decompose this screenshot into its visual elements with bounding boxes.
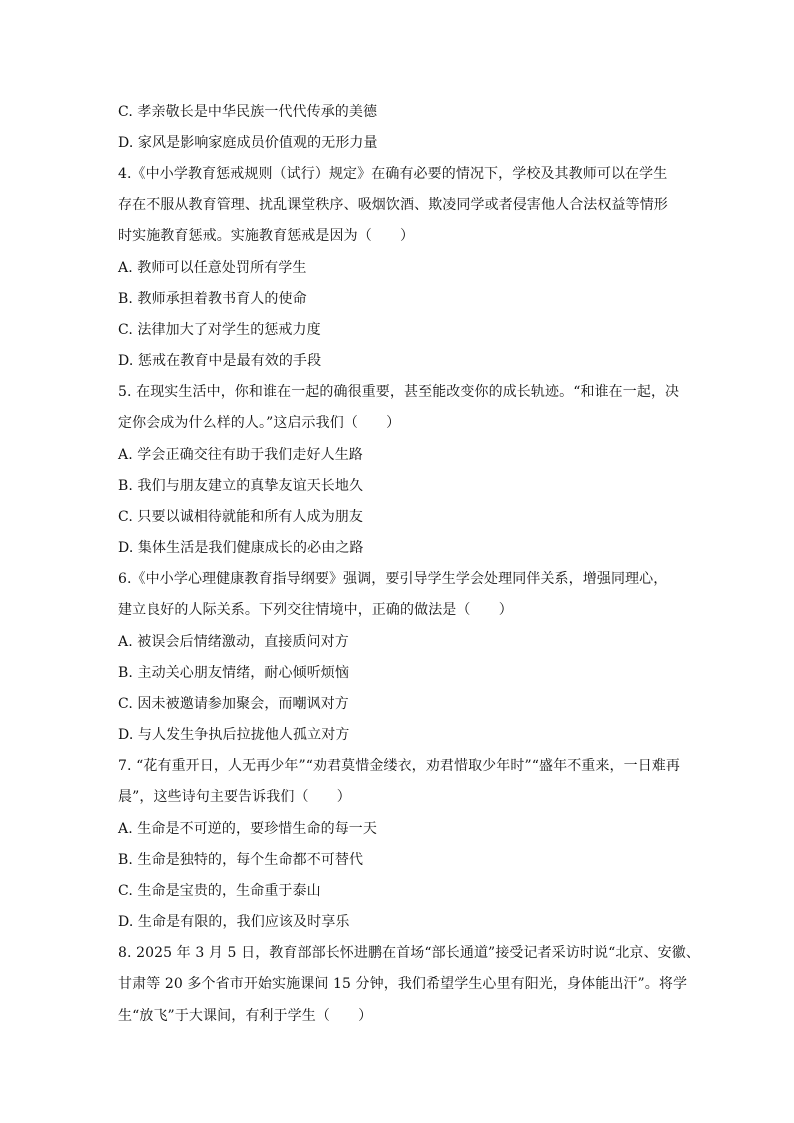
option-6d: D. 与人发生争执后拉拢他人孤立对方 [118,727,350,743]
question-6-line-2: 建立良好的人际关系。下列交往情境中，正确的做法是（ ） [118,602,513,618]
option-5a: A. 学会正确交往有助于我们走好人生路 [118,447,363,463]
question-7-line-1: 7. “花有重开日，人无再少年”“劝君莫惜金缕衣，劝君惜取少年时”“盛年不重来，一日难再 [118,758,680,774]
option-4c: C. 法律加大了对学生的惩戒力度 [118,322,321,338]
question-5-line-2: 定你会成为什么样的人。”这启示我们（ ） [118,415,401,431]
option-3c: C. 孝亲敬长是中华民族一代代传承的美德 [118,104,378,120]
question-8-line-2: 甘肃等 20 多个省市开始实施课间 15 分钟，我们希望学生心里有阳光，身体能出汗”。将学 [118,976,688,992]
option-4b: B. 教师承担着教书育人的使命 [118,291,307,307]
option-6a: A. 被误会后情绪激动，直接质问对方 [118,634,349,650]
option-5d: D. 集体生活是我们健康成长的必由之路 [118,540,364,556]
option-3d: D. 家风是影响家庭成员价值观的无形力量 [118,135,378,151]
question-4-line-3: 时实施教育惩戒。实施教育惩戒是因为（ ） [118,228,415,244]
question-8-line-1: 8. 2025 年 3 月 5 日，教育部部长怀进鹏在首场“部长通道”接受记者采访时说“北京、安徽、 [118,945,700,961]
option-7b: B. 生命是独特的，每个生命都不可替代 [118,852,364,868]
question-5-line-1: 5. 在现实生活中，你和谁在一起的确很重要，甚至能改变你的成长轨迹。“和谁在一起，决 [118,384,680,400]
question-8-line-3: 生“放飞”于大课间，有利于学生（ ） [118,1008,373,1024]
option-6c: C. 因未被邀请参加聚会，而嘲讽对方 [118,696,349,712]
option-6b: B. 主动关心朋友情绪，耐心倾听烦恼 [118,665,349,681]
question-4-line-2: 存在不服从教育管理、扰乱课堂秩序、吸烟饮酒、欺凌同学或者侵害他人合法权益等情形 [118,197,668,213]
question-4-line-1: 4.《中小学教育惩戒规则（试行）规定》在确有必要的情况下，学校及其教师可以在学生 [118,166,668,182]
option-4d: D. 惩戒在教育中是最有效的手段 [118,353,322,369]
option-5c: C. 只要以诚相待就能和所有人成为朋友 [118,509,364,525]
question-7-line-2: 晨”，这些诗句主要告诉我们（ ） [118,789,351,805]
option-5b: B. 我们与朋友建立的真挚友谊天长地久 [118,478,364,494]
option-7c: C. 生命是宝贵的，生命重于泰山 [118,883,321,899]
question-6-line-1: 6.《中小学心理健康教育指导纲要》强调，要引导学生学会处理同伴关系，增强同理心， [118,571,668,587]
option-7a: A. 生命是不可逆的，要珍惜生命的每一天 [118,821,378,837]
option-7d: D. 生命是有限的，我们应该及时享乐 [118,914,350,930]
option-4a: A. 教师可以任意处罚所有学生 [118,260,307,276]
